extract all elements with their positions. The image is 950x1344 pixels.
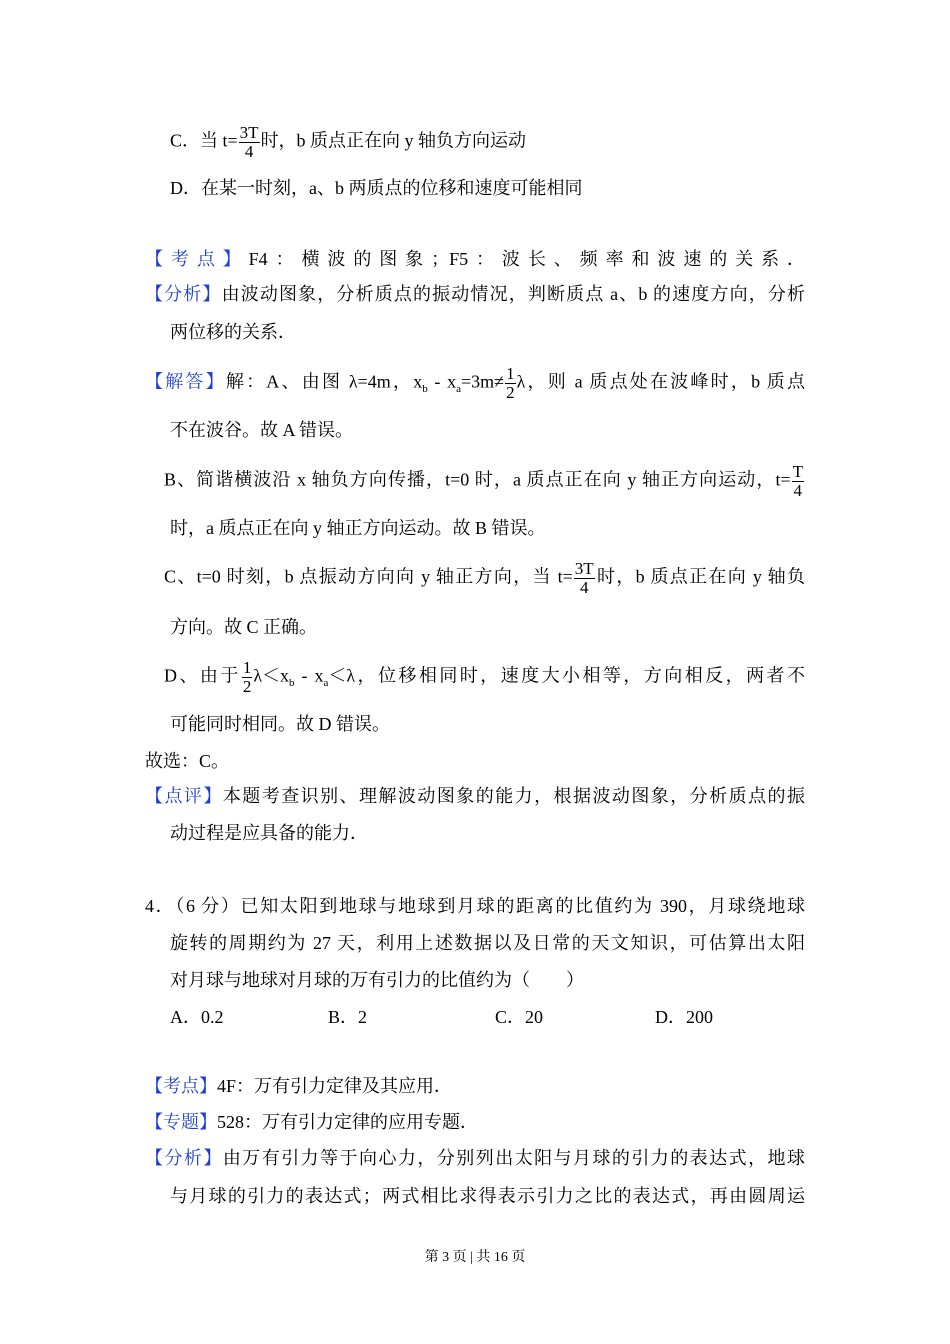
fenxi <box>145 282 805 306</box>
subscript: a <box>456 383 462 396</box>
dianping <box>145 784 805 808</box>
q4-option-d: D．200 <box>655 1007 713 1027</box>
jieda-c-cont: 方向。故 C 正确。 <box>170 617 318 637</box>
q4-fenxi <box>145 1146 805 1170</box>
answer: 故选：C。 <box>145 751 230 771</box>
subscript: a <box>323 677 329 690</box>
q4-stem-2: 旋转的周期约为 27 天，利用上述数据以及日常的天文知识，可估算出太阳 <box>170 933 805 953</box>
fenxi-cont: 两位移的关系． <box>170 322 296 342</box>
numerator: 1 <box>242 658 252 677</box>
jieda-b-cont: 时，a 质点正在向 y 轴正方向运动。故 B 错误。 <box>170 518 546 538</box>
tag: 【解答】 <box>145 371 226 392</box>
fraction <box>792 463 804 500</box>
text: λ＜x <box>253 665 290 686</box>
page-footer: 第 3 页 | 共 16 页 <box>424 1250 526 1265</box>
kaodian <box>145 247 805 271</box>
tag: 【点评】 <box>145 786 223 806</box>
q4-stem-1: 4．（6 分）已知太阳到地球与地球到月球的距离的比值约为 390，月球绕地球 <box>145 896 805 916</box>
text: 时，b 质点正在向 y 轴负方向运动 <box>260 130 527 151</box>
text: 由波动图象，分析质点的振动情况，判断质点 a、b 的速度方向，分析 <box>221 284 805 304</box>
option-c <box>170 123 527 161</box>
q4-zhuanti <box>145 1110 478 1134</box>
q4-option-a: A．0.2 <box>170 1007 224 1027</box>
denominator: 4 <box>793 481 803 500</box>
text: B、简谐横波沿 x 轴负方向传播，t=0 时，a 质点正在向 y 轴正方向运动，t= <box>164 469 791 490</box>
tag: 【考点】 <box>145 249 249 269</box>
text: =3m≠ <box>461 371 505 392</box>
jieda-b <box>164 462 805 500</box>
jieda-a-cont: 不在波谷。故 A 错误。 <box>170 420 354 440</box>
q4-fenxi-cont: 与月球的引力的表达式；两式相比求得表示引力之比的表达式，再由圆周运 <box>170 1186 805 1206</box>
text: 解：A、由图 λ=4m，x <box>225 371 423 392</box>
numerator: 3T <box>574 559 594 578</box>
jieda-c <box>164 559 805 597</box>
denominator: 2 <box>506 383 515 402</box>
q4-kaodian <box>145 1074 452 1098</box>
text: F4：横波的图象；F5：波长、频率和波速的关系． <box>248 249 805 269</box>
q4-option-c: C．20 <box>495 1007 544 1027</box>
text: ＜λ，位移相同时，速度大小相等，方向相反，两者不 <box>328 665 806 686</box>
fraction <box>505 365 516 402</box>
text: - x <box>427 371 457 392</box>
text: 时，b 质点正在向 y 轴负 <box>595 566 805 587</box>
tag: 【分析】 <box>145 1148 223 1168</box>
text: C．当 t= <box>170 130 238 151</box>
tag: 【考点】 <box>145 1076 217 1096</box>
text: - x <box>294 665 324 686</box>
numerator: T <box>792 462 803 481</box>
denominator: 4 <box>579 578 589 597</box>
jieda-d-cont: 可能同时相同。故 D 错误。 <box>170 714 390 734</box>
fraction <box>239 124 260 161</box>
text: D、由于 <box>164 665 241 686</box>
fraction <box>574 560 595 597</box>
tag: 【分析】 <box>145 284 222 304</box>
option-d: D．在某一时刻，a、b 两质点的位移和速度可能相同 <box>170 178 583 198</box>
text: 528：万有引力定律的应用专题． <box>217 1112 478 1132</box>
text: λ，则 a 质点处在波峰时，b 质点 <box>516 371 806 392</box>
denominator: 4 <box>244 142 254 161</box>
q4-option-b: B．2 <box>328 1007 368 1027</box>
subscript: b <box>289 677 295 690</box>
numerator: 1 <box>506 364 515 383</box>
text: C、t=0 时刻，b 点振动方向向 y 轴正方向，当 t= <box>164 566 573 587</box>
denominator: 2 <box>242 677 252 696</box>
jieda-d <box>164 658 806 696</box>
fraction <box>242 659 253 696</box>
text: 由万有引力等于向心力，分别列出太阳与月球的引力的表达式，地球 <box>222 1148 806 1168</box>
text: 4F：万有引力定律及其应用． <box>217 1076 453 1096</box>
dianping-cont: 动过程是应具备的能力． <box>170 823 368 843</box>
tag: 【专题】 <box>145 1112 217 1132</box>
subscript: b <box>422 383 428 396</box>
q4-stem-3: 对月球与地球对月球的万有引力的比值约为（ ） <box>170 970 584 990</box>
text: 本题考查识别、理解波动图象的能力，根据波动图象，分析质点的振 <box>222 786 806 806</box>
jieda <box>145 364 806 402</box>
numerator: 3T <box>239 123 259 142</box>
